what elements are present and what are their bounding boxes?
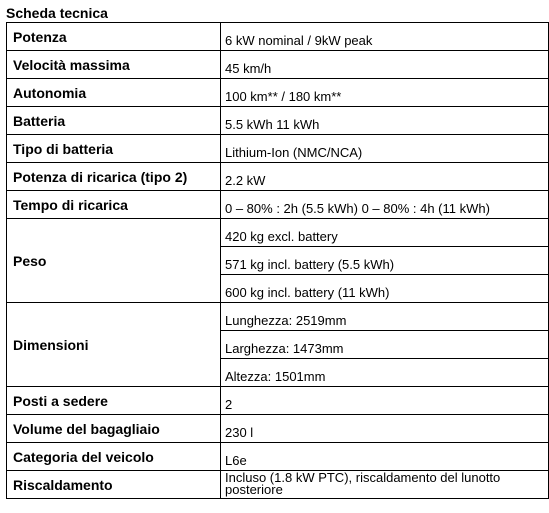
spec-value: Lithium-Ion (NMC/NCA) bbox=[221, 135, 549, 163]
spec-value: 0 – 80% : 2h (5.5 kWh) 0 – 80% : 4h (11 kWh) bbox=[221, 191, 549, 219]
spec-value: 2.2 kW bbox=[221, 163, 549, 191]
table-row bbox=[7, 303, 549, 331]
table-row bbox=[7, 23, 549, 51]
spec-table-body bbox=[7, 23, 549, 499]
spec-value: 420 kg excl. battery bbox=[221, 219, 549, 247]
spec-label: Autonomia bbox=[7, 79, 221, 107]
table-row bbox=[7, 443, 549, 471]
spec-label: Dimensioni bbox=[7, 303, 221, 387]
spec-table bbox=[6, 22, 549, 499]
spec-value: 5.5 kWh 11 kWh bbox=[221, 107, 549, 135]
spec-label: Peso bbox=[7, 219, 221, 303]
page-title: Scheda tecnica bbox=[6, 5, 108, 21]
spec-value: 6 kW nominal / 9kW peak bbox=[221, 23, 549, 51]
table-row bbox=[7, 387, 549, 415]
table-row bbox=[7, 79, 549, 107]
table-row bbox=[7, 415, 549, 443]
table-row bbox=[7, 107, 549, 135]
table-row bbox=[7, 191, 549, 219]
table-row bbox=[7, 163, 549, 191]
table-row bbox=[7, 219, 549, 247]
spec-label: Categoria del veicolo bbox=[7, 443, 221, 471]
spec-value: 100 km** / 180 km** bbox=[221, 79, 549, 107]
spec-label: Batteria bbox=[7, 107, 221, 135]
table-row bbox=[7, 51, 549, 79]
spec-value: 230 l bbox=[221, 415, 549, 443]
spec-value: 45 km/h bbox=[221, 51, 549, 79]
spec-label: Velocità massima bbox=[7, 51, 221, 79]
spec-value: Larghezza: 1473mm bbox=[221, 331, 549, 359]
spec-value: 2 bbox=[221, 387, 549, 415]
spec-value: Incluso (1.8 kW PTC), riscaldamento del lunotto posteriore bbox=[221, 471, 549, 499]
spec-value: L6e bbox=[221, 443, 549, 471]
spec-label: Potenza bbox=[7, 23, 221, 51]
spec-label: Volume del bagagliaio bbox=[7, 415, 221, 443]
spec-value: 571 kg incl. battery (5.5 kWh) bbox=[221, 247, 549, 275]
spec-value: Lunghezza: 2519mm bbox=[221, 303, 549, 331]
spec-label: Tipo di batteria bbox=[7, 135, 221, 163]
spec-label: Potenza di ricarica (tipo 2) bbox=[7, 163, 221, 191]
spec-label: Tempo di ricarica bbox=[7, 191, 221, 219]
spec-label: Riscaldamento bbox=[7, 471, 221, 499]
spec-value: Altezza: 1501mm bbox=[221, 359, 549, 387]
spec-label: Posti a sedere bbox=[7, 387, 221, 415]
table-row bbox=[7, 135, 549, 163]
table-row bbox=[7, 471, 549, 499]
spec-value: 600 kg incl. battery (11 kWh) bbox=[221, 275, 549, 303]
